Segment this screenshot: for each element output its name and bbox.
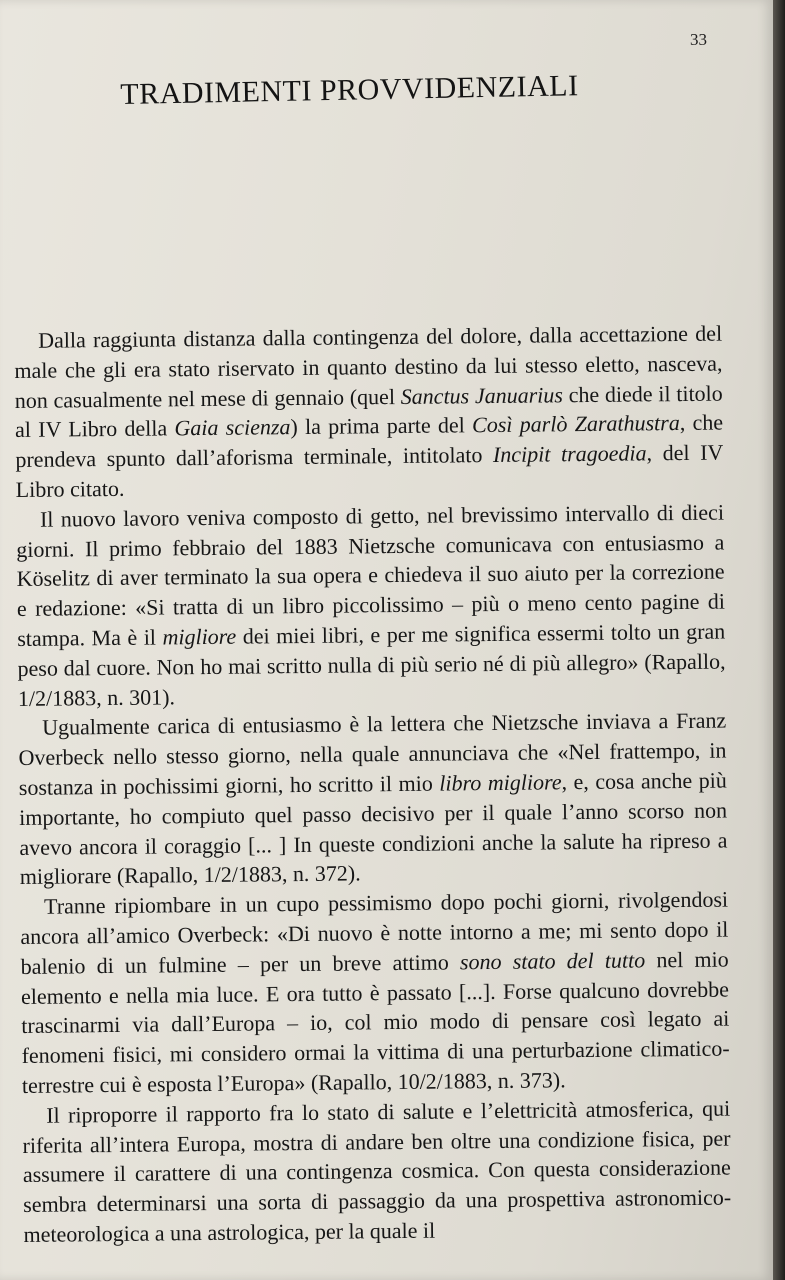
paragraph <box>14 319 724 505</box>
paragraph <box>22 1093 732 1249</box>
paragraph <box>20 885 730 1101</box>
italic-title: Così parlò Zarathustra <box>471 410 680 438</box>
text-segment: Dalla raggiunta distanza dalla contingenza del dolore, dalla accettazione del male che gli era stato riservato in quanto destino da lui stesso eletto, nasceva, non casualmente nel mese di gennaio (quel <box>14 320 723 413</box>
italic-emphasis: sono stato del tutto <box>459 947 646 975</box>
text-segment: Il nuovo lavoro veniva composto di getto, nel brevissimo intervallo di dieci giorni. Il primo febbraio del 1883 Nietzsche comunicava con entusiasmo a Köselitz di aver terminato la sua opera e chiedeva il suo aiuto per la correzione e redazione: «Si tratta di un libro piccolissimo – più o meno cento pagine di stampa. Ma è il <box>16 499 726 651</box>
text-segment: , e, cosa anche più importante, ho compiuto quel passo decisivo per il quale l’anno scorso non avevo ancora il coraggio [... ] In queste condizioni anche la salute ha ripreso a migliorare (Rapallo, 1/2/1883, n. 372). <box>19 767 728 890</box>
text-segment: Ugualmente carica di entusiasmo è la lettera che Nietzsche inviava a Franz Overbeck nello stesso giorno, nella quale annunciava che «Nel frattempo, in sostanza in pochissimi giorni, ho scritto il mio <box>18 707 727 800</box>
chapter-title: TRADIMENTI PROVVIDENZIALI <box>120 69 579 111</box>
paragraph <box>16 497 726 713</box>
italic-title: Gaia scienza <box>174 414 291 441</box>
page-edge-shadow <box>773 0 785 1280</box>
text-segment: Il riproporre il rapporto fra lo stato di salute e l’elettricità atmosferica, qui riferita all’intera Europa, mostra di andare ben oltre una condizione fisica, per assumere il carattere di una contingenza cosmica. Con questa considerazione sembra determinarsi una sorta di passaggio da una prospettiva astronomico-meteorologica a una astrologica, per la quale il <box>22 1095 732 1247</box>
paragraph <box>18 706 728 892</box>
text-segment: , del IV Libro citato. <box>15 439 724 502</box>
body-text <box>14 319 732 1250</box>
italic-emphasis: migliore <box>162 623 237 650</box>
text-segment: Tranne ripiombare in un cupo pessimismo dopo pochi giorni, rivolgendosi ancora all’amico Overbeck: «Di nuovo è notte intorno a me; mi sento dopo il balenio di un fulmine – per un breve attimo <box>20 886 729 979</box>
italic-title: Sanctus Januarius <box>400 381 564 409</box>
text-segment: nel mio elemento e nella mia luce. E ora tutto è passato [...]. Forse qualcuno dovrebbe trascinarmi via dall’Europa – io, col mio modo di pensare così legato ai fenomeni fisici, mi considero ormai la vittima di una perturbazione climatico-terrestre cui è esposta l’Europa» (Rapallo, 10/2/1883, n. 373). <box>20 946 730 1098</box>
text-segment: che diede il titolo al IV Libro della <box>14 380 723 443</box>
italic-title: Incipit tragoedia <box>492 440 647 468</box>
page-number: 33 <box>690 30 707 49</box>
text-segment: , che prendeva spunto dall’aforisma terminale, intitolato <box>15 409 724 473</box>
text-segment: dei miei libri, e per me significa essermi tolto un gran peso dal cuore. Non ho mai scritto nulla di più serio né di più allegro» (Rapallo, 1/2/1883, n. 301). <box>17 618 726 711</box>
italic-emphasis: libro migliore <box>439 769 562 796</box>
text-segment: ) la prima parte del <box>290 412 473 440</box>
